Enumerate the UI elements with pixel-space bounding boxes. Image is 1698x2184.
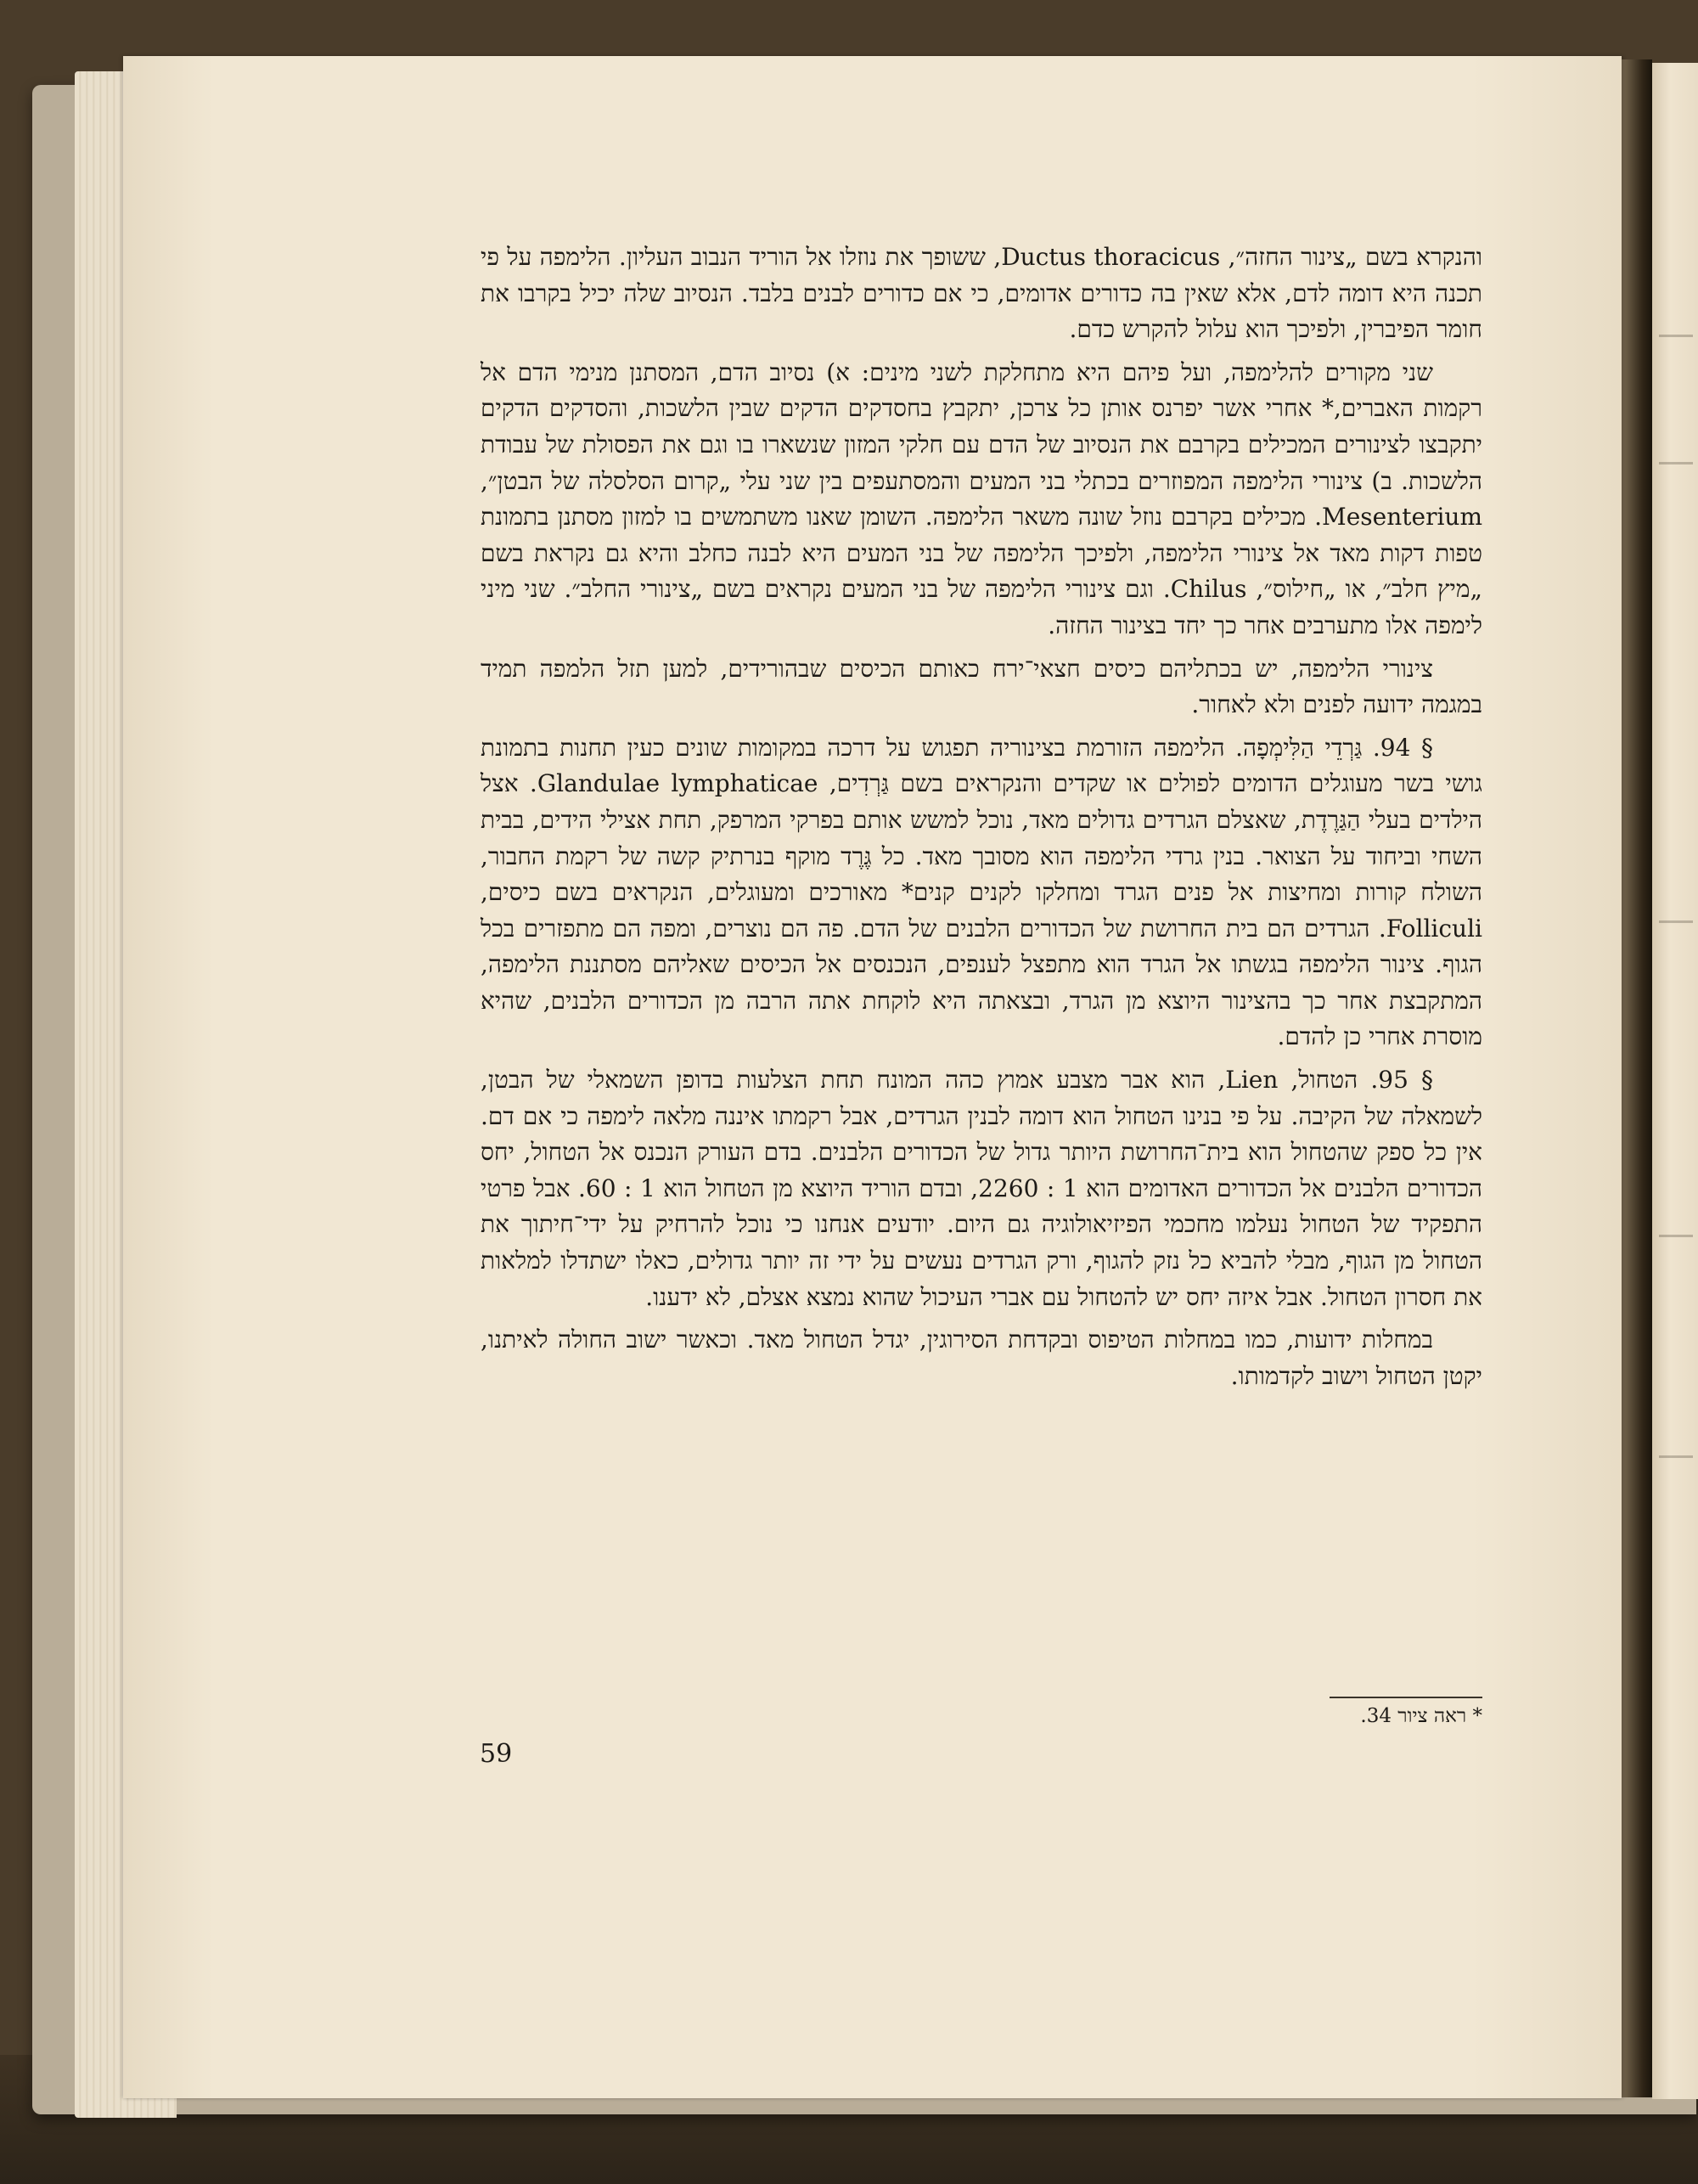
footnote: * ראה ציור 34.: [1360, 1705, 1482, 1727]
page-body-text: [481, 239, 1482, 1394]
section-95-paragraph: § 95. הטחול, Lien, הוא אבר מצבע אמוץ כהה המונח תחת הצלעות בדופן השמאלי של הבטן, לשמאלה של הקיבה. על פי בנינו הטחול הוא דומה לבנין הגרדים, אבל רקמתו איננה מלאה לימפה כי אם דם. אין כל ספק שהטחול הוא בית־החרושת היותר גדול של הכדורים הלבנים. בדם העורק הנכנס אל הטחול, יחס הכדורים הלבנים אל הכדורים האדומים הוא 1 : 2260, ובדם הוריד היוצא מן הטחול הוא 1 : 60. אבל פרטי התפקיד של הטחול נעלמו מחכמי הפיזיאולוגיה גם היום. יודעים אנחנו כי נוכל להרחיק על ידי־חיתוך את הטחול מן הגוף, מבלי להביא כל נזק להגוף, ורק הגרדים נעשים על ידי זה יותר גדולים, כאלו ישתדלו למלאות את חסרון הטחול. אבל איזה יחס יש להטחול עם אברי העיכול שהוא נמצא אצלם, לא ידענו.: [481, 1066, 1483, 1311]
section-94-paragraph: § 94. גַּרְדֵי הַלִּימְפָה. הלימפה הזורמת בצינוריה תפגוש על דרכה במקומות שונים כעין תחנות בתמונת גושי בשר מעוגלים הדומים לפולים או שקדים והנקראים בשם גַּרְדִים, Glandulae lymphaticae. אצל הילדים בעלי הַגַּרֶדֶת, שאצלם הגרדים גדולים מאד, נוכל למשש אותם בפרקי המרפק, תחת אצילי הידים, בבית השחי וביחוד על הצואר. בנין גרדי הלימפה הוא מסובך מאד. כל גֶּרֶד מוקף בנרתיק קשה של רקמת החבור, השולח קורות ומחיצות אל פנים הגרד ומחלקו לקנים קנים* מאורכים ומעוגלים, הנקראים בשם כיסים, Folliculi. הגרדים הם בית החרושת של הכדורים הלבנים של הדם. פה הם נוצרים, ומפה הם מתפזרים בכל הגוף. צינור הלימפה בגשתו אל הגרד הוא מתפצל לענפים, הנכנסים אל הכיסים שאליהם מסתננת הלימפה, המתקבצת אחר כך בהצינור היוצא מן הגרד, ובצאתה היא לוקחת אתה הרבה מן הכדורים הלבנים, שהיא מוסרת אחרי כן להדם.: [481, 733, 1482, 1051]
footnote-divider: [1330, 1697, 1482, 1698]
paragraph: במחלות ידועות, כמו במחלות הטיפוס ובקדחת הסירוגין, יגדל הטחול מאד. וכאשר ישוב החולה לאיתנו, יקטן הטחול וישוב לקדמותו.: [481, 1326, 1482, 1390]
page-number: 59: [480, 1739, 513, 1769]
paragraph: צינורי הלימפה, יש בכתליהם כיסים חצאי־ירח כאותם הכיסים שבהורידים, למען תזל הלמפה תמיד במגמה ידועה לפנים ולא לאחור.: [481, 654, 1482, 719]
paragraph: שני מקורים להלימפה, ועל פיהם היא מתחלקת לשני מינים: א) נסיוב הדם, המסתנן מנימי הדם אל רקמות האברים,* אחרי אשר יפרנס אותן כל צרכן, יתקבץ בחסדקים הדקים שבין הלשכות, והסדקים הדקים יתקבצו לצינורים המכילים בקרבם את הנסיוב של הדם עם חלקי המזון שנשארו בו וגם את הפסולת של עבודת הלשכות. ב) צינורי הלימפה המפוזרים בכתלי בני המעים והמסתעפים בין שני עלי „קרום הסלסלה של הבטן״, Mesenterium. מכילים בקרבם נוזל שונה משאר הלימפה. השומן שאנו משתמשים בו למזון מסתנן בתמונת טפות דקות מאד אל צינורי הלימפה, ולפיכך הלימפה של בני המעים היא לבנה כחלב והיא גם נקראת בשם „מיץ חלב״, או „חילוס״, Chilus. וגם צינורי הלימפה של בני המעים נקראים בשם „צינורי החלב״. שני מיני לימפה אלו מתערבים אחר כך יחד בצינור החזה.: [481, 357, 1482, 639]
book-gutter: [1622, 59, 1652, 2097]
facing-page-edge: [1652, 63, 1698, 2099]
paragraph: והנקרא בשם „צינור החזה״, Ductus thoracicus, ששופך את נוזלו אל הוריד הנבוב העליון. הלימפה על פי תכנה היא דומה לדם, אלא שאין בה כדורים אדומים, כי אם כדורים לבנים בלבד. הנסיוב שלה יכיל בקרבו את חומר הפיברין, ולפיכך הוא עלול להקרש כדם.: [481, 243, 1482, 344]
